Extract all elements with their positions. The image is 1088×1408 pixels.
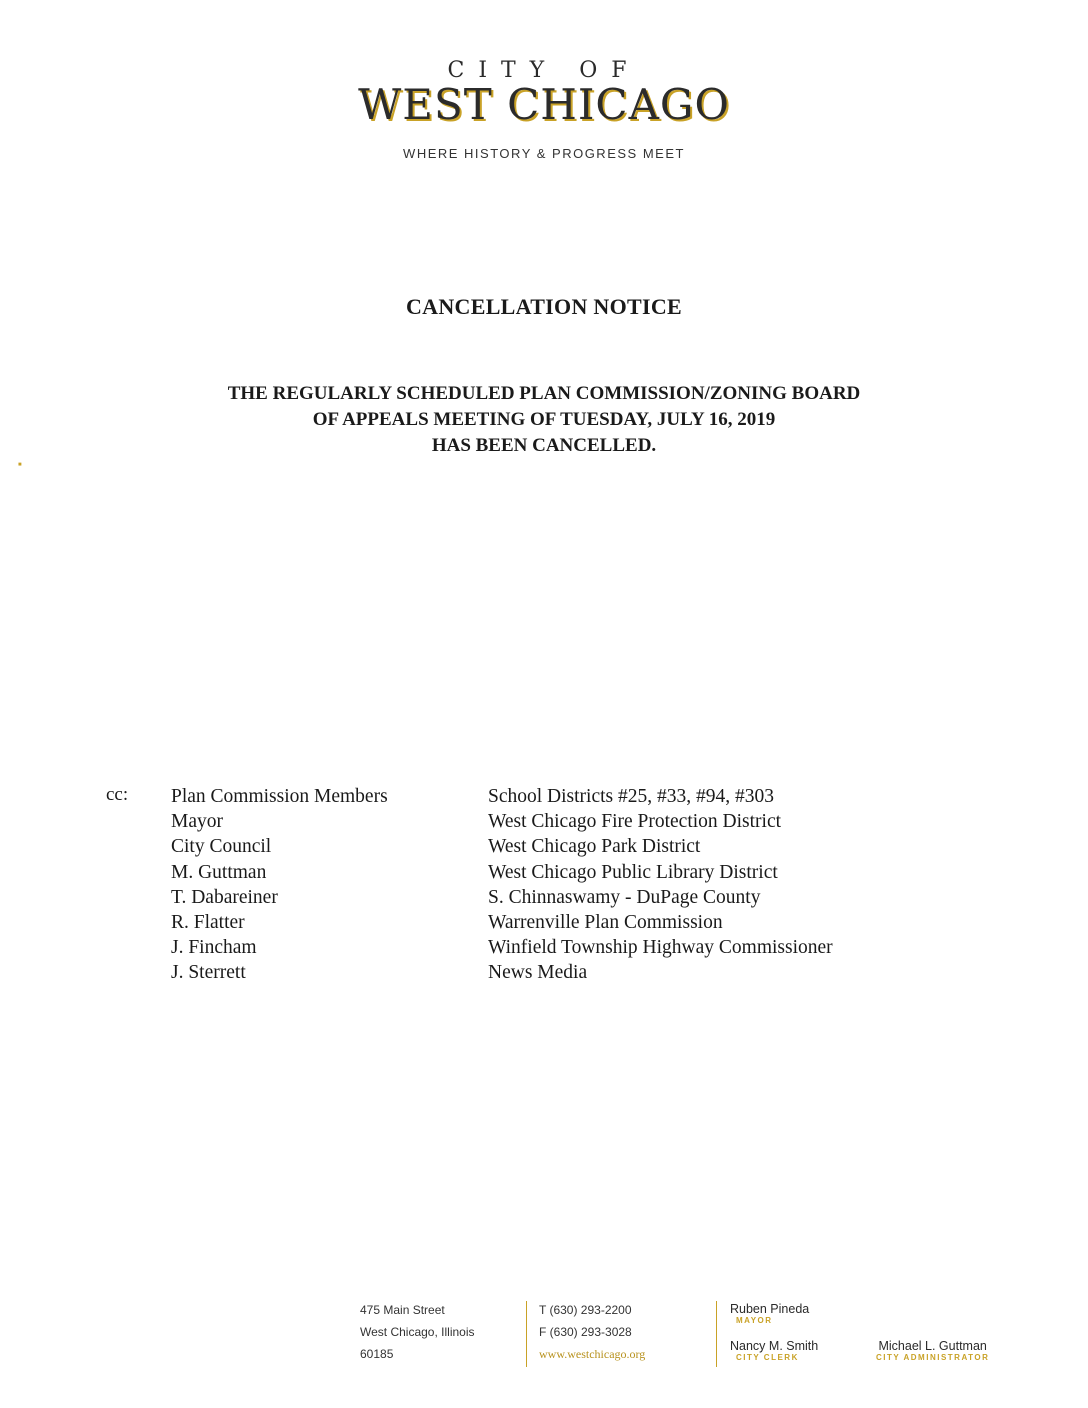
cc-recipient: West Chicago Park District <box>488 836 701 858</box>
cc-recipient: J. Sterrett <box>171 962 246 984</box>
cc-list-left <box>171 784 388 986</box>
footer-divider <box>526 1301 527 1367</box>
person-name: Michael L. Guttman <box>878 1339 987 1353</box>
person-name: Ruben Pineda <box>730 1302 810 1316</box>
letterhead-tagline: WHERE HISTORY & PROGRESS MEET <box>403 146 685 161</box>
footer-address <box>360 1299 475 1365</box>
logo-city-name: WEST CHICAGO <box>358 80 730 129</box>
cc-recipient: Mayor <box>171 811 223 833</box>
cc-recipient: J. Fincham <box>171 937 257 959</box>
cc-recipient: Plan Commission Members <box>171 786 388 807</box>
cc-recipient: West Chicago Public Library District <box>488 861 778 883</box>
notice-line: OF APPEALS MEETING OF TUESDAY, JULY 16, 2019 <box>312 409 776 430</box>
cc-recipient: M. Guttman <box>171 861 267 883</box>
notice-line: THE REGULARLY SCHEDULED PLAN COMMISSION/ZONING BOARD <box>227 383 861 404</box>
cc-label: cc: <box>106 784 129 805</box>
cc-recipient: School Districts #25, #33, #94, #303 <box>488 786 774 807</box>
cc-recipient: City Council <box>171 836 272 858</box>
address-line: West Chicago, Illinois <box>360 1325 475 1339</box>
footer-divider <box>716 1301 717 1367</box>
address-line: 475 Main Street <box>360 1303 445 1317</box>
logo-city-of: CITY OF <box>447 58 641 83</box>
person-role: CITY CLERK <box>736 1353 799 1362</box>
footer-contact <box>539 1299 645 1365</box>
cc-recipient: T. Dabareiner <box>171 886 278 908</box>
notice-body <box>0 381 1088 459</box>
cc-recipient: West Chicago Fire Protection District <box>488 811 782 833</box>
cc-recipient: Warrenville Plan Commission <box>488 912 723 934</box>
cc-recipient: S. Chinnaswamy - DuPage County <box>488 886 761 908</box>
person-name: Nancy M. Smith <box>730 1339 819 1353</box>
website-link[interactable]: www.westchicago.org <box>539 1347 646 1361</box>
address-line: 60185 <box>360 1347 394 1361</box>
footer-person-mayor <box>730 1302 809 1325</box>
page-title: CANCELLATION NOTICE <box>405 294 683 319</box>
margin-mark: ■ <box>18 462 22 468</box>
cc-recipient: News Media <box>488 962 588 984</box>
footer-person-clerk <box>730 1339 818 1362</box>
footer-person-administrator <box>876 1339 989 1362</box>
phone-number: T (630) 293-2200 <box>539 1303 632 1317</box>
person-role: CITY ADMINISTRATOR <box>876 1353 990 1362</box>
person-role: MAYOR <box>736 1316 773 1325</box>
cc-recipient: R. Flatter <box>171 912 245 934</box>
cc-recipient: Winfield Township Highway Commissioner <box>488 937 833 959</box>
cc-list-right <box>488 784 833 986</box>
notice-line: HAS BEEN CANCELLED. <box>431 435 657 456</box>
fax-number: F (630) 293-3028 <box>539 1325 632 1339</box>
